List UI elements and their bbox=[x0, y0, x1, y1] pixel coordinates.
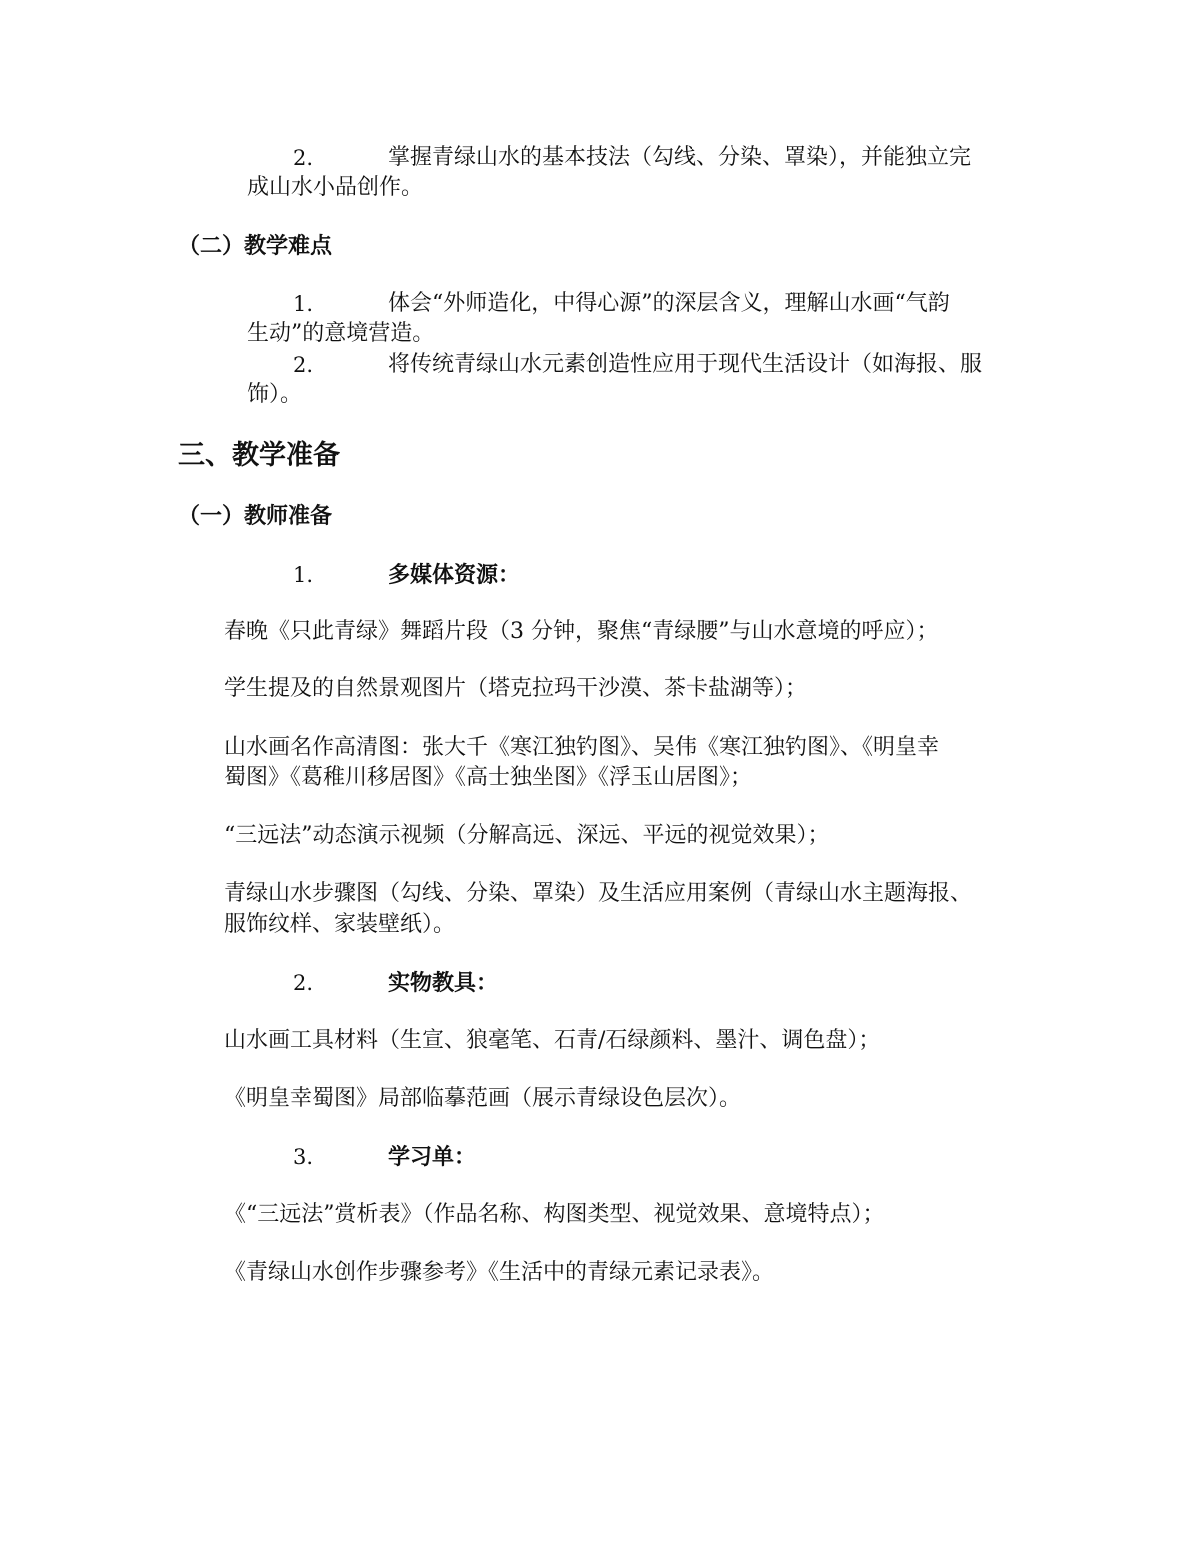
paragraph: 蜀图》《葛稚川移居图》《高士独坐图》《浮玉山居图》； bbox=[224, 765, 753, 790]
list-number: 2. bbox=[293, 353, 314, 377]
section-heading: （一）教师准备 bbox=[178, 503, 333, 529]
list-item-title: 学习单： bbox=[388, 1144, 477, 1170]
paragraph: “三远法”动态演示视频（分解高远、深远、平远的视觉效果）； bbox=[224, 823, 830, 848]
paragraph: 服饰纹样、家装壁纸）。 bbox=[224, 912, 456, 937]
list-item-text: 成山水小品创作。 bbox=[247, 175, 424, 200]
list-number: 1. bbox=[293, 563, 314, 587]
paragraph: 山水画名作高清图：张大千《寒江独钓图》、吴伟《寒江独钓图》、《明皇幸 bbox=[224, 735, 940, 760]
paragraph: 青绿山水步骤图（勾线、分染、罩染）及生活应用案例（青绿山水主题海报、 bbox=[224, 881, 973, 906]
list-item-text: 体会“外师造化，中得心源”的深层含义，理解山水画“气韵 bbox=[388, 291, 950, 316]
paragraph: 《明皇幸蜀图》局部临摹范画（展示青绿设色层次）。 bbox=[224, 1086, 742, 1111]
section-heading: （二）教学难点 bbox=[178, 233, 333, 259]
list-item-title: 实物教具： bbox=[388, 970, 499, 996]
list-item-text: 饰）。 bbox=[247, 382, 303, 407]
list-item-text: 生动”的意境营造。 bbox=[247, 321, 435, 346]
list-item-text: 将传统青绿山水元素创造性应用于现代生活设计（如海报、服 bbox=[388, 352, 983, 377]
paragraph: 春晚《只此青绿》舞蹈片段（3 分钟，聚焦“青绿腰”与山水意境的呼应）； bbox=[224, 619, 939, 644]
paragraph: 学生提及的自然景观图片（塔克拉玛干沙漠、茶卡盐湖等）； bbox=[224, 676, 808, 701]
list-number: 2. bbox=[293, 971, 314, 995]
list-number: 1. bbox=[293, 292, 314, 316]
paragraph: 《“三远法”赏析表》（作品名称、构图类型、视觉效果、意境特点）； bbox=[224, 1202, 885, 1227]
paragraph: 《青绿山水创作步骤参考》《生活中的青绿元素记录表》。 bbox=[224, 1260, 775, 1285]
list-item-title: 多媒体资源： bbox=[388, 562, 521, 588]
list-number: 2. bbox=[293, 146, 314, 170]
paragraph: 山水画工具材料（生宣、狼毫笔、石青/石绿颜料、墨汁、调色盘）； bbox=[224, 1028, 881, 1053]
list-item-text: 掌握青绿山水的基本技法（勾线、分染、罩染），并能独立完 bbox=[388, 145, 972, 170]
list-number: 3. bbox=[293, 1145, 314, 1169]
chapter-heading: 三、教学准备 bbox=[178, 440, 340, 471]
